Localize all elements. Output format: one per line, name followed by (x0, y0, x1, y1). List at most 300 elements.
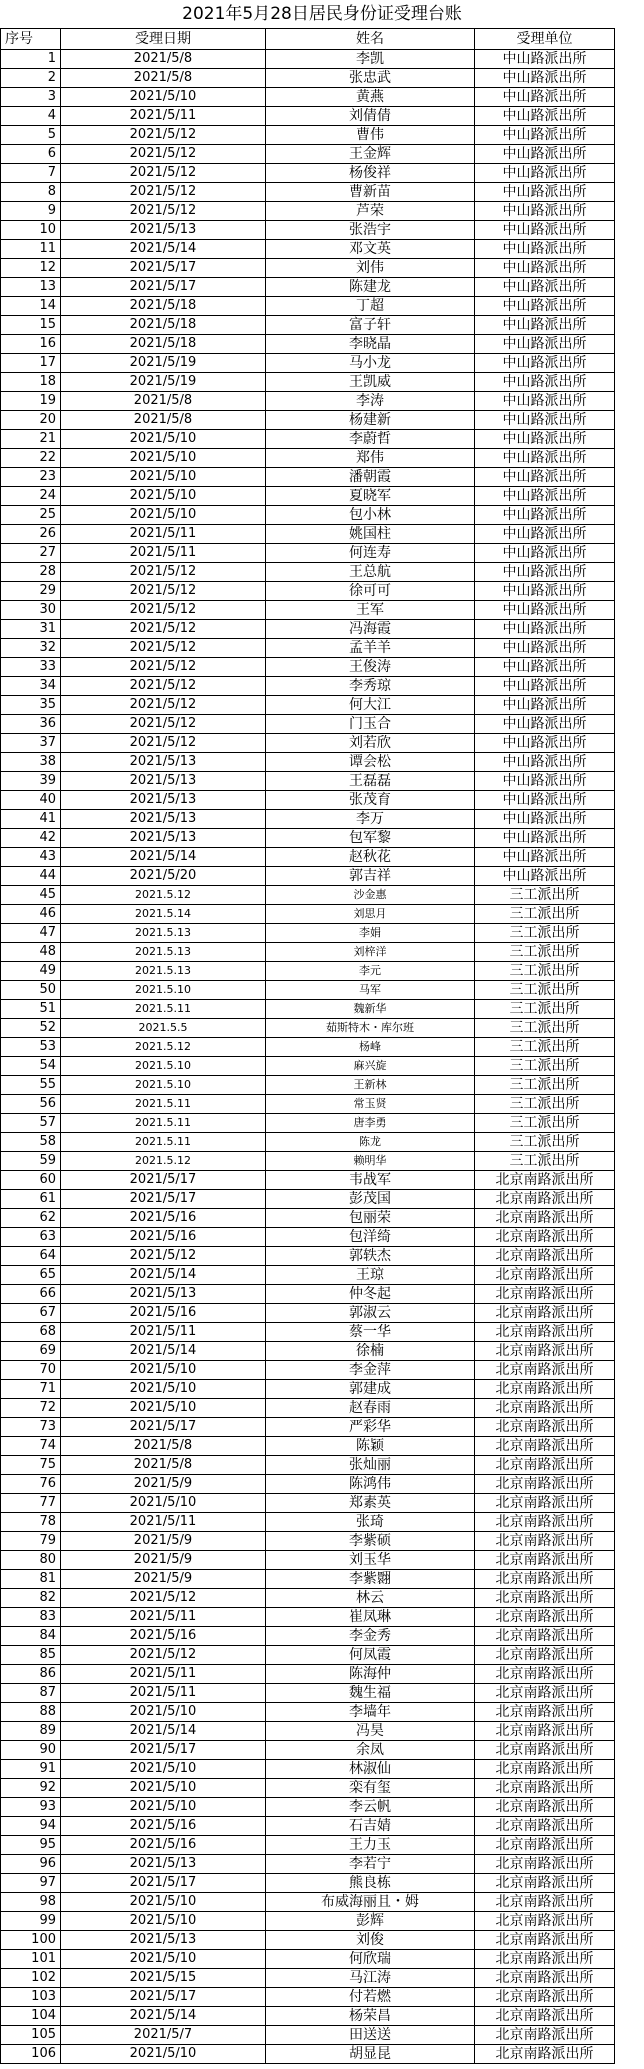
cell-date[interactable]: 2021/5/10 (61, 1494, 266, 1513)
cell-name[interactable]: 马军 (266, 981, 475, 1000)
cell-name[interactable]: 王俊涛 (266, 658, 475, 677)
cell-no[interactable]: 11 (1, 240, 61, 259)
cell-date[interactable]: 2021.5.13 (61, 924, 266, 943)
cell-unit[interactable]: 北京南路派出所 (475, 1304, 615, 1323)
cell-no[interactable]: 56 (1, 1095, 61, 1114)
cell-date[interactable]: 2021/5/14 (61, 1722, 266, 1741)
cell-name[interactable]: 李万 (266, 810, 475, 829)
cell-no[interactable]: 4 (1, 107, 61, 126)
cell-date[interactable]: 2021.5.11 (61, 1114, 266, 1133)
cell-no[interactable]: 95 (1, 1836, 61, 1855)
cell-no[interactable]: 7 (1, 164, 61, 183)
cell-no[interactable]: 36 (1, 715, 61, 734)
cell-date[interactable]: 2021/5/8 (61, 50, 266, 69)
cell-date[interactable]: 2021/5/10 (61, 1703, 266, 1722)
cell-no[interactable]: 70 (1, 1361, 61, 1380)
cell-name[interactable]: 杨建新 (266, 411, 475, 430)
cell-date[interactable]: 2021/5/12 (61, 1247, 266, 1266)
cell-unit[interactable]: 北京南路派出所 (475, 1627, 615, 1646)
cell-no[interactable]: 91 (1, 1760, 61, 1779)
cell-date[interactable]: 2021/5/10 (61, 1798, 266, 1817)
cell-no[interactable]: 12 (1, 259, 61, 278)
cell-unit[interactable]: 中山路派出所 (475, 202, 615, 221)
cell-name[interactable]: 李秀琼 (266, 677, 475, 696)
cell-date[interactable]: 2021.5.12 (61, 1152, 266, 1171)
cell-name[interactable]: 石吉婧 (266, 1817, 475, 1836)
cell-no[interactable]: 61 (1, 1190, 61, 1209)
cell-date[interactable]: 2021/5/12 (61, 620, 266, 639)
cell-name[interactable]: 常玉贤 (266, 1095, 475, 1114)
cell-name[interactable]: 何大江 (266, 696, 475, 715)
cell-no[interactable]: 43 (1, 848, 61, 867)
cell-no[interactable]: 33 (1, 658, 61, 677)
cell-date[interactable]: 2021/5/13 (61, 810, 266, 829)
cell-no[interactable]: 28 (1, 563, 61, 582)
cell-unit[interactable]: 中山路派出所 (475, 620, 615, 639)
cell-name[interactable]: 陈龙 (266, 1133, 475, 1152)
cell-no[interactable]: 60 (1, 1171, 61, 1190)
cell-unit[interactable]: 北京南路派出所 (475, 1171, 615, 1190)
header-no[interactable]: 序号 (1, 29, 61, 50)
cell-unit[interactable]: 三工派出所 (475, 1133, 615, 1152)
cell-no[interactable]: 68 (1, 1323, 61, 1342)
cell-date[interactable]: 2021/5/20 (61, 867, 266, 886)
cell-unit[interactable]: 中山路派出所 (475, 50, 615, 69)
cell-no[interactable]: 49 (1, 962, 61, 981)
cell-date[interactable]: 2021/5/9 (61, 1551, 266, 1570)
cell-unit[interactable]: 中山路派出所 (475, 354, 615, 373)
cell-unit[interactable]: 三工派出所 (475, 1114, 615, 1133)
cell-name[interactable]: 刘伟 (266, 259, 475, 278)
cell-no[interactable]: 80 (1, 1551, 61, 1570)
cell-unit[interactable]: 中山路派出所 (475, 544, 615, 563)
cell-no[interactable]: 86 (1, 1665, 61, 1684)
cell-name[interactable]: 李云帆 (266, 1798, 475, 1817)
cell-date[interactable]: 2021/5/12 (61, 1589, 266, 1608)
cell-unit[interactable]: 中山路派出所 (475, 259, 615, 278)
cell-no[interactable]: 104 (1, 2007, 61, 2026)
cell-unit[interactable]: 三工派出所 (475, 943, 615, 962)
cell-unit[interactable]: 中山路派出所 (475, 392, 615, 411)
cell-no[interactable]: 2 (1, 69, 61, 88)
cell-no[interactable]: 6 (1, 145, 61, 164)
cell-name[interactable]: 唐李勇 (266, 1114, 475, 1133)
cell-name[interactable]: 冯海霞 (266, 620, 475, 639)
cell-unit[interactable]: 中山路派出所 (475, 335, 615, 354)
cell-name[interactable]: 李紫翾 (266, 1570, 475, 1589)
cell-unit[interactable]: 中山路派出所 (475, 639, 615, 658)
cell-no[interactable]: 41 (1, 810, 61, 829)
cell-no[interactable]: 87 (1, 1684, 61, 1703)
cell-name[interactable]: 韦战军 (266, 1171, 475, 1190)
cell-no[interactable]: 35 (1, 696, 61, 715)
cell-no[interactable]: 64 (1, 1247, 61, 1266)
cell-date[interactable]: 2021/5/8 (61, 69, 266, 88)
cell-name[interactable]: 郑伟 (266, 449, 475, 468)
cell-date[interactable]: 2021/5/14 (61, 2007, 266, 2026)
cell-name[interactable]: 李涛 (266, 392, 475, 411)
cell-unit[interactable]: 北京南路派出所 (475, 1247, 615, 1266)
cell-unit[interactable]: 中山路派出所 (475, 278, 615, 297)
cell-unit[interactable]: 北京南路派出所 (475, 1608, 615, 1627)
cell-no[interactable]: 10 (1, 221, 61, 240)
cell-no[interactable]: 40 (1, 791, 61, 810)
cell-date[interactable]: 2021/5/10 (61, 1779, 266, 1798)
cell-unit[interactable]: 中山路派出所 (475, 734, 615, 753)
cell-unit[interactable]: 北京南路派出所 (475, 1361, 615, 1380)
cell-date[interactable]: 2021/5/12 (61, 563, 266, 582)
cell-date[interactable]: 2021/5/12 (61, 202, 266, 221)
cell-date[interactable]: 2021/5/8 (61, 411, 266, 430)
cell-unit[interactable]: 北京南路派出所 (475, 1228, 615, 1247)
cell-unit[interactable]: 中山路派出所 (475, 715, 615, 734)
cell-no[interactable]: 3 (1, 88, 61, 107)
cell-no[interactable]: 99 (1, 1912, 61, 1931)
cell-name[interactable]: 李金秀 (266, 1627, 475, 1646)
cell-name[interactable]: 邓文英 (266, 240, 475, 259)
cell-name[interactable]: 李娟 (266, 924, 475, 943)
cell-date[interactable]: 2021/5/10 (61, 1399, 266, 1418)
cell-date[interactable]: 2021/5/18 (61, 316, 266, 335)
cell-no[interactable]: 25 (1, 506, 61, 525)
cell-date[interactable]: 2021/5/10 (61, 1893, 266, 1912)
cell-name[interactable]: 包小林 (266, 506, 475, 525)
cell-date[interactable]: 2021/5/13 (61, 221, 266, 240)
cell-date[interactable]: 2021/5/10 (61, 468, 266, 487)
cell-date[interactable]: 2021/5/16 (61, 1209, 266, 1228)
cell-name[interactable]: 刘倩倩 (266, 107, 475, 126)
cell-name[interactable]: 张忠武 (266, 69, 475, 88)
cell-name[interactable]: 栾有玺 (266, 1779, 475, 1798)
cell-date[interactable]: 2021/5/7 (61, 2026, 266, 2045)
cell-date[interactable]: 2021/5/14 (61, 1342, 266, 1361)
cell-name[interactable]: 王军 (266, 601, 475, 620)
cell-name[interactable]: 何连寿 (266, 544, 475, 563)
cell-name[interactable]: 林云 (266, 1589, 475, 1608)
cell-date[interactable]: 2021/5/12 (61, 183, 266, 202)
cell-name[interactable]: 陈海仲 (266, 1665, 475, 1684)
cell-no[interactable]: 52 (1, 1019, 61, 1038)
cell-no[interactable]: 24 (1, 487, 61, 506)
cell-date[interactable]: 2021/5/8 (61, 1437, 266, 1456)
cell-unit[interactable]: 中山路派出所 (475, 316, 615, 335)
cell-name[interactable]: 林淑仙 (266, 1760, 475, 1779)
cell-date[interactable]: 2021/5/12 (61, 677, 266, 696)
cell-name[interactable]: 何欣瑞 (266, 1950, 475, 1969)
cell-name[interactable]: 李凯 (266, 50, 475, 69)
cell-date[interactable]: 2021/5/12 (61, 696, 266, 715)
cell-date[interactable]: 2021/5/11 (61, 107, 266, 126)
cell-no[interactable]: 13 (1, 278, 61, 297)
cell-name[interactable]: 郭吉祥 (266, 867, 475, 886)
cell-unit[interactable]: 北京南路派出所 (475, 1817, 615, 1836)
cell-date[interactable]: 2021/5/17 (61, 278, 266, 297)
cell-unit[interactable]: 北京南路派出所 (475, 1475, 615, 1494)
cell-unit[interactable]: 中山路派出所 (475, 848, 615, 867)
cell-no[interactable]: 39 (1, 772, 61, 791)
cell-name[interactable]: 刘若欣 (266, 734, 475, 753)
cell-date[interactable]: 2021.5.10 (61, 981, 266, 1000)
cell-name[interactable]: 王金辉 (266, 145, 475, 164)
cell-unit[interactable]: 北京南路派出所 (475, 1399, 615, 1418)
cell-no[interactable]: 79 (1, 1532, 61, 1551)
cell-date[interactable]: 2021/5/13 (61, 1931, 266, 1950)
cell-date[interactable]: 2021/5/11 (61, 1665, 266, 1684)
cell-unit[interactable]: 北京南路派出所 (475, 1893, 615, 1912)
cell-name[interactable]: 彭茂国 (266, 1190, 475, 1209)
cell-name[interactable]: 何凤霞 (266, 1646, 475, 1665)
cell-name[interactable]: 曹伟 (266, 126, 475, 145)
cell-unit[interactable]: 北京南路派出所 (475, 1513, 615, 1532)
cell-date[interactable]: 2021/5/10 (61, 1950, 266, 1969)
cell-name[interactable]: 张灿丽 (266, 1456, 475, 1475)
cell-unit[interactable]: 北京南路派出所 (475, 1494, 615, 1513)
cell-date[interactable]: 2021/5/10 (61, 1912, 266, 1931)
cell-unit[interactable]: 中山路派出所 (475, 601, 615, 620)
cell-date[interactable]: 2021/5/19 (61, 373, 266, 392)
cell-no[interactable]: 37 (1, 734, 61, 753)
cell-unit[interactable]: 中山路派出所 (475, 221, 615, 240)
cell-date[interactable]: 2021/5/10 (61, 1380, 266, 1399)
cell-date[interactable]: 2021/5/11 (61, 1513, 266, 1532)
cell-unit[interactable]: 三工派出所 (475, 1095, 615, 1114)
cell-unit[interactable]: 三工派出所 (475, 1152, 615, 1171)
cell-unit[interactable]: 北京南路派出所 (475, 1988, 615, 2007)
cell-no[interactable]: 55 (1, 1076, 61, 1095)
cell-date[interactable]: 2021/5/17 (61, 259, 266, 278)
cell-name[interactable]: 李墙年 (266, 1703, 475, 1722)
cell-date[interactable]: 2021/5/16 (61, 1836, 266, 1855)
cell-no[interactable]: 92 (1, 1779, 61, 1798)
cell-no[interactable]: 15 (1, 316, 61, 335)
cell-name[interactable]: 潘朝霞 (266, 468, 475, 487)
cell-date[interactable]: 2021/5/9 (61, 1570, 266, 1589)
cell-no[interactable]: 46 (1, 905, 61, 924)
cell-no[interactable]: 62 (1, 1209, 61, 1228)
cell-name[interactable]: 沙金惠 (266, 886, 475, 905)
cell-no[interactable]: 89 (1, 1722, 61, 1741)
cell-name[interactable]: 赖明华 (266, 1152, 475, 1171)
cell-name[interactable]: 徐可可 (266, 582, 475, 601)
cell-date[interactable]: 2021.5.13 (61, 962, 266, 981)
cell-name[interactable]: 李元 (266, 962, 475, 981)
cell-date[interactable]: 2021/5/18 (61, 297, 266, 316)
cell-no[interactable]: 22 (1, 449, 61, 468)
cell-no[interactable]: 42 (1, 829, 61, 848)
cell-no[interactable]: 34 (1, 677, 61, 696)
cell-unit[interactable]: 北京南路派出所 (475, 1741, 615, 1760)
cell-unit[interactable]: 北京南路派出所 (475, 1342, 615, 1361)
cell-no[interactable]: 27 (1, 544, 61, 563)
cell-no[interactable]: 17 (1, 354, 61, 373)
cell-name[interactable]: 刘梓洋 (266, 943, 475, 962)
cell-name[interactable]: 刘玉华 (266, 1551, 475, 1570)
cell-date[interactable]: 2021/5/12 (61, 164, 266, 183)
cell-name[interactable]: 刘俊 (266, 1931, 475, 1950)
cell-date[interactable]: 2021/5/11 (61, 525, 266, 544)
cell-unit[interactable]: 三工派出所 (475, 1057, 615, 1076)
cell-no[interactable]: 81 (1, 1570, 61, 1589)
cell-name[interactable]: 孟羊羊 (266, 639, 475, 658)
cell-unit[interactable]: 三工派出所 (475, 1076, 615, 1095)
cell-unit[interactable]: 中山路派出所 (475, 525, 615, 544)
cell-no[interactable]: 54 (1, 1057, 61, 1076)
cell-name[interactable]: 李若宁 (266, 1855, 475, 1874)
cell-date[interactable]: 2021.5.5 (61, 1019, 266, 1038)
cell-name[interactable]: 李金萍 (266, 1361, 475, 1380)
cell-name[interactable]: 包丽荣 (266, 1209, 475, 1228)
cell-name[interactable]: 陈颖 (266, 1437, 475, 1456)
cell-date[interactable]: 2021.5.10 (61, 1057, 266, 1076)
cell-name[interactable]: 余凤 (266, 1741, 475, 1760)
cell-unit[interactable]: 三工派出所 (475, 962, 615, 981)
cell-date[interactable]: 2021/5/12 (61, 145, 266, 164)
cell-no[interactable]: 102 (1, 1969, 61, 1988)
cell-name[interactable]: 芦荣 (266, 202, 475, 221)
cell-name[interactable]: 王凯威 (266, 373, 475, 392)
cell-no[interactable]: 93 (1, 1798, 61, 1817)
cell-unit[interactable]: 北京南路派出所 (475, 1209, 615, 1228)
cell-date[interactable]: 2021/5/10 (61, 487, 266, 506)
cell-name[interactable]: 田送送 (266, 2026, 475, 2045)
cell-no[interactable]: 77 (1, 1494, 61, 1513)
cell-date[interactable]: 2021/5/17 (61, 1418, 266, 1437)
cell-no[interactable]: 31 (1, 620, 61, 639)
cell-name[interactable]: 黄燕 (266, 88, 475, 107)
cell-date[interactable]: 2021/5/11 (61, 544, 266, 563)
cell-name[interactable]: 王力玉 (266, 1836, 475, 1855)
cell-date[interactable]: 2021/5/10 (61, 506, 266, 525)
cell-date[interactable]: 2021.5.11 (61, 1095, 266, 1114)
cell-no[interactable]: 48 (1, 943, 61, 962)
cell-date[interactable]: 2021/5/9 (61, 1475, 266, 1494)
cell-no[interactable]: 85 (1, 1646, 61, 1665)
cell-name[interactable]: 陈鸿伟 (266, 1475, 475, 1494)
cell-name[interactable]: 付若燃 (266, 1988, 475, 2007)
cell-no[interactable]: 29 (1, 582, 61, 601)
cell-no[interactable]: 18 (1, 373, 61, 392)
cell-name[interactable]: 张琦 (266, 1513, 475, 1532)
cell-name[interactable]: 冯昊 (266, 1722, 475, 1741)
cell-date[interactable]: 2021/5/9 (61, 1532, 266, 1551)
cell-unit[interactable]: 中山路派出所 (475, 88, 615, 107)
cell-name[interactable]: 仲冬起 (266, 1285, 475, 1304)
cell-name[interactable]: 赵春雨 (266, 1399, 475, 1418)
cell-date[interactable]: 2021/5/12 (61, 734, 266, 753)
cell-unit[interactable]: 北京南路派出所 (475, 1437, 615, 1456)
cell-date[interactable]: 2021/5/10 (61, 1760, 266, 1779)
cell-no[interactable]: 100 (1, 1931, 61, 1950)
cell-unit[interactable]: 中山路派出所 (475, 487, 615, 506)
cell-unit[interactable]: 三工派出所 (475, 1038, 615, 1057)
cell-unit[interactable]: 北京南路派出所 (475, 1950, 615, 1969)
cell-name[interactable]: 杨俊祥 (266, 164, 475, 183)
cell-unit[interactable]: 北京南路派出所 (475, 1722, 615, 1741)
cell-date[interactable]: 2021.5.12 (61, 886, 266, 905)
cell-unit[interactable]: 中山路派出所 (475, 829, 615, 848)
cell-name[interactable]: 杨荣昌 (266, 2007, 475, 2026)
cell-unit[interactable]: 北京南路派出所 (475, 1570, 615, 1589)
cell-no[interactable]: 88 (1, 1703, 61, 1722)
cell-unit[interactable]: 中山路派出所 (475, 297, 615, 316)
cell-name[interactable]: 谭会松 (266, 753, 475, 772)
cell-no[interactable]: 26 (1, 525, 61, 544)
cell-no[interactable]: 101 (1, 1950, 61, 1969)
cell-name[interactable]: 陈建龙 (266, 278, 475, 297)
cell-name[interactable]: 茹斯特木・库尔班 (266, 1019, 475, 1038)
cell-name[interactable]: 彭辉 (266, 1912, 475, 1931)
cell-unit[interactable]: 中山路派出所 (475, 183, 615, 202)
cell-date[interactable]: 2021/5/10 (61, 88, 266, 107)
cell-unit[interactable]: 三工派出所 (475, 981, 615, 1000)
cell-unit[interactable]: 北京南路派出所 (475, 1285, 615, 1304)
cell-unit[interactable]: 中山路派出所 (475, 468, 615, 487)
cell-name[interactable]: 徐楠 (266, 1342, 475, 1361)
cell-unit[interactable]: 中山路派出所 (475, 753, 615, 772)
cell-no[interactable]: 105 (1, 2026, 61, 2045)
cell-no[interactable]: 96 (1, 1855, 61, 1874)
cell-unit[interactable]: 中山路派出所 (475, 791, 615, 810)
cell-date[interactable]: 2021/5/11 (61, 1684, 266, 1703)
cell-date[interactable]: 2021/5/12 (61, 639, 266, 658)
cell-no[interactable]: 106 (1, 2045, 61, 2064)
cell-unit[interactable]: 中山路派出所 (475, 506, 615, 525)
cell-no[interactable]: 76 (1, 1475, 61, 1494)
cell-unit[interactable]: 北京南路派出所 (475, 1855, 615, 1874)
cell-name[interactable]: 郑素英 (266, 1494, 475, 1513)
cell-name[interactable]: 魏新华 (266, 1000, 475, 1019)
cell-unit[interactable]: 中山路派出所 (475, 69, 615, 88)
header-date[interactable]: 受理日期 (61, 29, 266, 50)
cell-unit[interactable]: 北京南路派出所 (475, 1779, 615, 1798)
cell-date[interactable]: 2021.5.13 (61, 943, 266, 962)
cell-unit[interactable]: 三工派出所 (475, 886, 615, 905)
cell-no[interactable]: 23 (1, 468, 61, 487)
cell-date[interactable]: 2021/5/16 (61, 1627, 266, 1646)
cell-date[interactable]: 2021/5/13 (61, 1855, 266, 1874)
cell-name[interactable]: 张茂育 (266, 791, 475, 810)
cell-name[interactable]: 张浩宇 (266, 221, 475, 240)
cell-name[interactable]: 郭淑云 (266, 1304, 475, 1323)
cell-unit[interactable]: 中山路派出所 (475, 164, 615, 183)
cell-name[interactable]: 李蔚哲 (266, 430, 475, 449)
cell-name[interactable]: 赵秋花 (266, 848, 475, 867)
cell-date[interactable]: 2021.5.11 (61, 1133, 266, 1152)
cell-unit[interactable]: 中山路派出所 (475, 373, 615, 392)
header-unit[interactable]: 受理单位 (475, 29, 615, 50)
cell-no[interactable]: 30 (1, 601, 61, 620)
cell-no[interactable]: 57 (1, 1114, 61, 1133)
cell-unit[interactable]: 北京南路派出所 (475, 2026, 615, 2045)
cell-date[interactable]: 2021/5/8 (61, 1456, 266, 1475)
cell-name[interactable]: 曹新苗 (266, 183, 475, 202)
cell-date[interactable]: 2021.5.12 (61, 1038, 266, 1057)
cell-name[interactable]: 富子轩 (266, 316, 475, 335)
cell-unit[interactable]: 中山路派出所 (475, 563, 615, 582)
header-name[interactable]: 姓名 (266, 29, 475, 50)
cell-unit[interactable]: 北京南路派出所 (475, 1532, 615, 1551)
cell-date[interactable]: 2021/5/10 (61, 2045, 266, 2064)
cell-unit[interactable]: 北京南路派出所 (475, 1266, 615, 1285)
cell-no[interactable]: 44 (1, 867, 61, 886)
cell-no[interactable]: 63 (1, 1228, 61, 1247)
cell-no[interactable]: 72 (1, 1399, 61, 1418)
cell-no[interactable]: 50 (1, 981, 61, 1000)
cell-unit[interactable]: 北京南路派出所 (475, 1684, 615, 1703)
cell-name[interactable]: 李晓晶 (266, 335, 475, 354)
cell-unit[interactable]: 北京南路派出所 (475, 1551, 615, 1570)
cell-no[interactable]: 78 (1, 1513, 61, 1532)
